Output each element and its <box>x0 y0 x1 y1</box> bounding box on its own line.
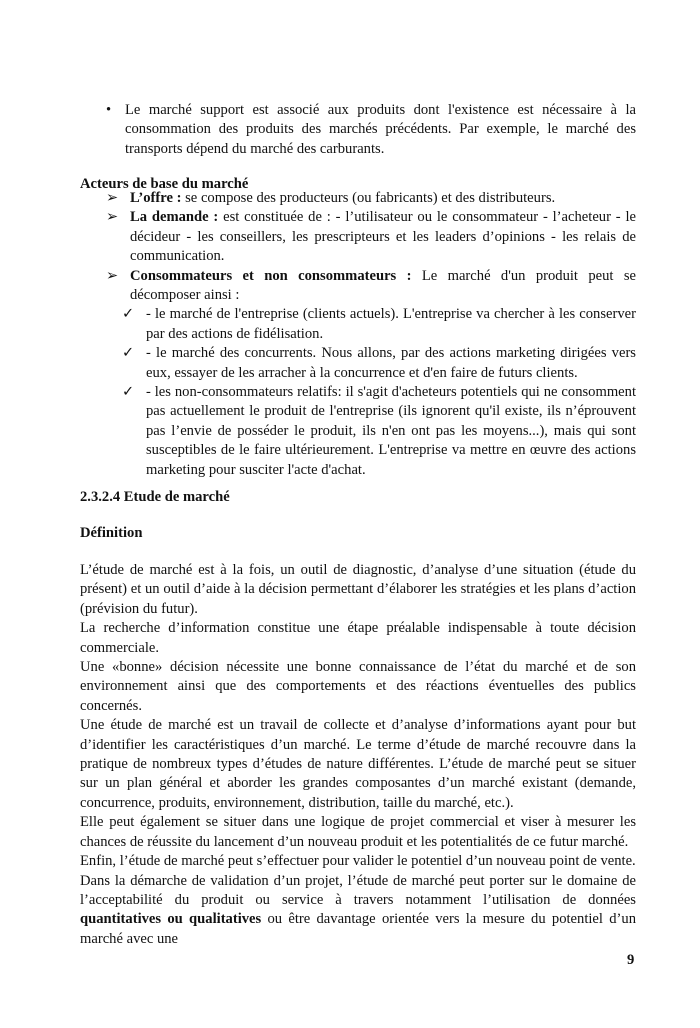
actor-item <box>106 267 637 306</box>
arrow-bullet-icon: ➢ <box>106 190 119 206</box>
paragraph: Une étude de marché est un travail de collecte et d’analyse d’informations ayant pour but d’identifier les caractéristiques d’un marché. Le terme d’étude de marché recouvre dans la pratique de nombreux types d’études de nature différentes. L’étude de marché peut se situer sur un plan général et aborder les grandes composantes d’un marché existant (demande, concurrence, produits, environnement, distribution, taille du marché, etc.). <box>80 717 636 811</box>
paragraph: L’étude de marché est à la fois, un outil de diagnostic, d’analyse d’une situation (étude du présent) et un outil d’aide à la décision permettant d’élaborer les stratégies et les plans d’action (prévision du futur). <box>80 562 636 617</box>
checkmark-icon: ✓ <box>122 345 135 362</box>
item-text: est constituée de : - l’utilisateur ou le consommateur - l’acheteur - le décideur - les conseillers, les prescripteurs et les leaders d’opinions - les relais de communication. <box>130 209 636 265</box>
section-heading: 2.3.2.4 Etude de marché <box>80 489 230 505</box>
bold-text: quantitatives ou qualitatives <box>80 911 262 928</box>
definition-heading: Définition <box>80 525 143 541</box>
intro-bullet <box>106 101 636 159</box>
bullet-icon: • <box>106 102 112 118</box>
item-text: se compose des producteurs (ou fabricants) et des distributeurs. <box>181 190 556 206</box>
sub-item-text: - le marché des concurrents. Nous allons, par des actions marketing dirigées vers eux, essayer de les arracher à la concurrence et d'en faire de futurs clients. <box>146 345 636 381</box>
actor-item <box>106 189 636 208</box>
item-label: L’offre : <box>130 190 182 206</box>
paragraph: La recherche d’information constitue une étape préalable indispensable à toute décision commerciale. <box>80 620 636 656</box>
actors-heading: Acteurs de base du marché <box>80 176 249 192</box>
text: Dans la démarche de validation d’un projet, l’étude de marché peut porter sur le domaine de l’acceptabilité du produit ou service à travers notamment l’utilisation de données <box>80 872 636 908</box>
actors-list <box>106 189 637 480</box>
paragraph: Enfin, l’étude de marché peut s’effectuer pour valider le potentiel d’un nouveau point de vente. <box>80 853 636 870</box>
sub-item <box>122 383 636 480</box>
paragraph: Elle peut également se situer dans une logique de projet commercial et viser à mesurer les chances de réussite du lancement d’un nouveau produit et les potentialités de ce futur marché. <box>80 814 636 850</box>
sub-item-text: - le marché de l'entreprise (clients actuels). L'entreprise va chercher à les conserver par des actions de fidélisation. <box>146 306 636 342</box>
text: ou être davantage orientée vers la mesure du potentiel d’un marché avec une <box>80 911 636 947</box>
arrow-bullet-icon: ➢ <box>106 209 119 226</box>
paragraph-last <box>80 872 636 950</box>
item-label: Consommateurs et non consommateurs : <box>130 267 412 284</box>
sub-item <box>122 344 636 383</box>
page-number: 9 <box>627 952 635 968</box>
checkmark-icon: ✓ <box>122 306 135 323</box>
sub-list <box>122 305 636 480</box>
sub-item-text: - les non-consommateurs relatifs: il s'agit d'acheteurs potentiels qui ne consomment pas actuellement le produit de l'entreprise (ils ignorent qu'il existe, ils n’éprouvent pas l’envie de posséder le produit, ils n'en ont pas les moyens...), mais qui sont susceptibles de le faire ultérieurement. L'entreprise va mettre en œuvre des actions marketing pour susciter l'acte d'achat. <box>146 384 636 478</box>
item-text: Le marché d'un produit peut se décomposer ainsi : <box>130 267 637 304</box>
item-label: La demande : <box>130 209 219 226</box>
checkmark-icon: ✓ <box>122 384 135 401</box>
paragraph: Une «bonne» décision nécessite une bonne connaissance de l’état du marché et de son environnement ainsi que des comportements et des réactions éventuelles des publics concernés. <box>80 659 636 714</box>
actor-item <box>106 208 636 266</box>
intro-bullet-text: Le marché support est associé aux produits dont l'existence est nécessaire à la consommation des produits des marchés précédents. Par exemple, le marché des transports dépend du marché des carburants. <box>125 102 636 157</box>
sub-item <box>122 305 636 344</box>
body-text <box>80 561 636 949</box>
arrow-bullet-icon: ➢ <box>106 267 119 284</box>
